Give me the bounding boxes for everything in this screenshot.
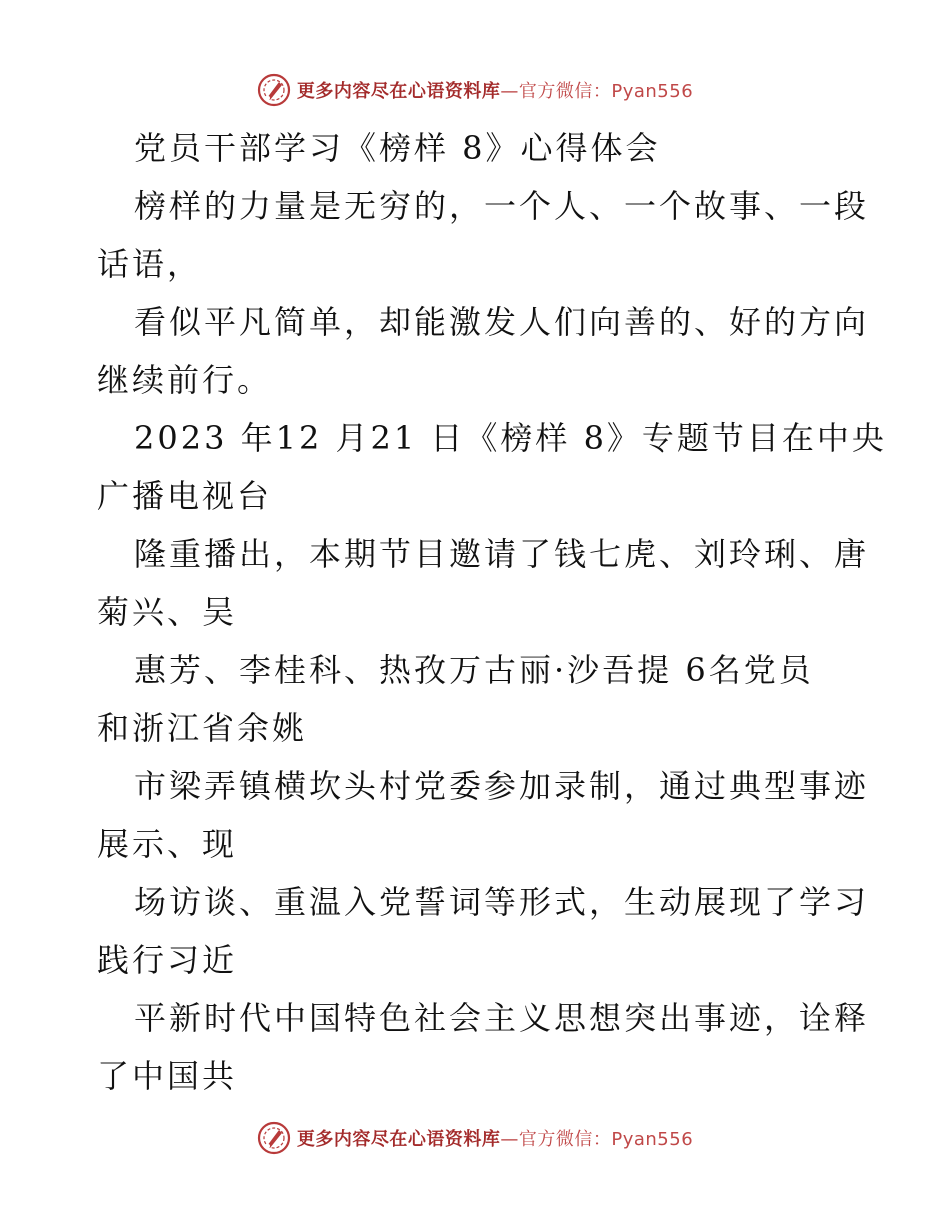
footer-banner <box>0 1118 950 1158</box>
paragraph-line: 菊兴、吴 <box>97 593 238 631</box>
paragraph-line: 隆重播出，本期节目邀请了钱七虎、刘玲琍、唐 <box>134 535 870 573</box>
header-banner <box>0 70 950 110</box>
paragraph-line: 惠芳、李桂科、热孜万古丽·沙吾提 6名党员 <box>134 651 814 689</box>
pen-nib-logo-icon <box>257 73 291 107</box>
paragraph-line: 继续前行。 <box>97 361 273 399</box>
banner-wechat-text: 官方微信：Pyan556 <box>518 81 694 102</box>
banner-text <box>297 77 693 103</box>
paragraph-line: 广播电视台 <box>97 477 273 515</box>
paragraph-line: 2023 年12 月21 日《榜样 8》专题节目在中央 <box>134 419 887 457</box>
paragraph-line: 和浙江省余姚 <box>97 709 308 747</box>
paragraph-line: 场访谈、重温入党誓词等形式，生动展现了学习 <box>134 883 870 921</box>
paragraph-line: 展示、现 <box>97 825 238 863</box>
banner-dash: — <box>500 81 519 102</box>
banner-dash: — <box>500 1129 519 1150</box>
paragraph-line: 榜样的力量是无穷的，一个人、一个故事、一段 <box>134 187 870 225</box>
banner-wechat-text: 官方微信：Pyan556 <box>518 1129 694 1150</box>
pen-nib-logo-icon <box>257 1121 291 1155</box>
paragraph-line: 市梁弄镇横坎头村党委参加录制，通过典型事迹 <box>134 767 870 805</box>
document-title: 党员干部学习《榜样 8》心得体会 <box>134 129 661 167</box>
paragraph-line: 了中国共 <box>97 1057 238 1095</box>
banner-text <box>297 1125 693 1151</box>
banner-main-text: 更多内容尽在心语资料库 <box>296 81 501 102</box>
paragraph-line: 看似平凡简单，却能激发人们向善的、好的方向 <box>134 303 870 341</box>
paragraph-line: 平新时代中国特色社会主义思想突出事迹，诠释 <box>134 999 870 1037</box>
paragraph-line: 践行习近 <box>97 941 238 979</box>
paragraph-line: 话语， <box>97 245 203 283</box>
banner-main-text: 更多内容尽在心语资料库 <box>296 1129 501 1150</box>
